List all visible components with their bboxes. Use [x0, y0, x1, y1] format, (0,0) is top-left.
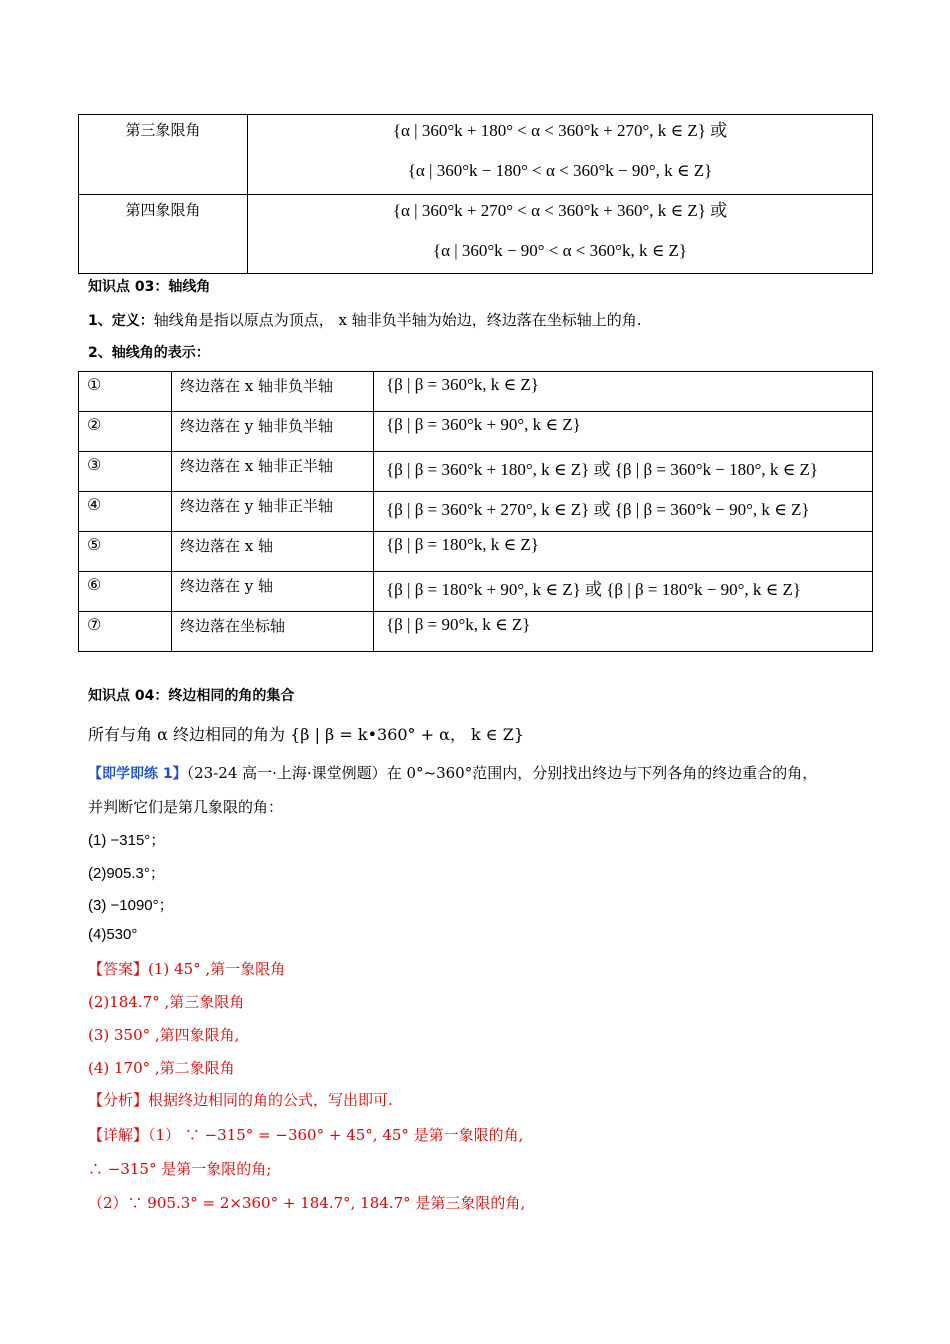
row-number: ② — [87, 415, 102, 434]
table-row — [79, 195, 873, 274]
row-description: 终边落在 y 轴 — [180, 577, 274, 595]
exercise-item: (3) −1090°； — [88, 897, 174, 914]
answer-line: (3) 350° ,第四象限角, — [88, 1026, 240, 1044]
answer-line — [88, 958, 285, 979]
row-description: 终边落在 y 轴非负半轴 — [180, 417, 334, 435]
row-expression: {β | β = 360°k + 180°, k ∈ Z} 或 {β | β = 360°k − 180°, k ∈ Z} — [386, 460, 819, 479]
definition-label: 1、定义： — [88, 313, 154, 329]
row-description: 终边落在 y 轴非正半轴 — [180, 497, 334, 515]
exercise-question: 在 0°~360°范围内，分别找出终边与下列各角的终边重合的角， — [386, 764, 818, 782]
row-number: ③ — [87, 455, 102, 474]
exercise-heading — [88, 762, 817, 783]
kp03-representation-label: 2、轴线角的表示： — [88, 345, 210, 361]
kp03-title: 知识点 03：轴线角 — [88, 279, 211, 295]
table-row — [79, 372, 873, 412]
row-expression: {β | β = 360°k + 90°, k ∈ Z} — [386, 415, 581, 434]
answer-text: (1) 45° ,第一象限角 — [148, 960, 286, 978]
row-number: ① — [87, 375, 102, 394]
table-row — [79, 532, 873, 572]
row-number: ⑦ — [87, 615, 102, 634]
table-row — [79, 492, 873, 532]
quadrant-expression: {α | 360°k − 180° < α < 360°k − 90°, k ∈ Z} — [407, 161, 713, 180]
row-expression: {β | β = 180°k, k ∈ Z} — [386, 535, 539, 554]
quadrant-expression: {α | 360°k + 180° < α < 360°k + 270°, k ∈ Z} 或 — [392, 121, 728, 140]
detail-line: （2）∵ 905.3° = 2×360° + 184.7°, 184.7° 是第三象限的角, — [88, 1194, 526, 1212]
detail-label: 【详解】 — [88, 1126, 149, 1144]
detail-line: ∴ −315° 是第一象限的角; — [88, 1160, 272, 1178]
definition-text: 轴线角是指以原点为顶点， x 轴非负半轴为始边，终边落在坐标轴上的角. — [153, 311, 642, 329]
table-row — [79, 412, 873, 452]
axis-angle-table — [78, 371, 873, 652]
row-number: ⑥ — [87, 575, 102, 594]
row-description: 终边落在 x 轴 — [180, 537, 273, 555]
exercise-item: (1) −315°； — [88, 832, 166, 849]
row-expression: {β | β = 90°k, k ∈ Z} — [386, 615, 531, 634]
table-row — [79, 452, 873, 492]
exercise-label: 【即学即练 1】 — [88, 766, 187, 782]
quadrant-name: 第四象限角 — [125, 201, 201, 219]
answer-label: 【答案】 — [88, 960, 149, 978]
answer-line: (4) 170° ,第二象限角 — [88, 1059, 235, 1077]
exercise-item: (2)905.3°； — [88, 865, 165, 882]
exercise-source: （23-24 高一·上海·课堂例题） — [186, 764, 387, 782]
row-number: ⑤ — [87, 535, 102, 554]
detail-line — [88, 1124, 523, 1145]
row-description: 终边落在 x 轴非负半轴 — [180, 377, 333, 395]
exercise-item: (4)530° — [88, 926, 138, 943]
answer-line: (2)184.7° ,第三象限角 — [88, 993, 245, 1011]
table-row — [79, 572, 873, 612]
kp04-text: 所有与角 α 终边相同的角为 {β | β = k•360° + α， k ∈ Z} — [88, 725, 525, 744]
analysis-line — [88, 1089, 393, 1110]
kp04-title: 知识点 04：终边相同的角的集合 — [88, 688, 295, 704]
analysis-label: 【分析】 — [88, 1091, 149, 1109]
detail-text: （1） ∵ −315° = −360° + 45°, 45° 是第一象限的角, — [148, 1126, 524, 1144]
row-description: 终边落在 x 轴非正半轴 — [180, 457, 333, 475]
table-row — [79, 115, 873, 195]
row-description: 终边落在坐标轴 — [180, 617, 286, 635]
table-row — [79, 612, 873, 652]
row-expression: {β | β = 360°k, k ∈ Z} — [386, 375, 539, 394]
row-number: ④ — [87, 495, 102, 514]
quadrant-name: 第三象限角 — [125, 121, 201, 139]
quadrant-expression: {α | 360°k − 90° < α < 360°k, k ∈ Z} — [432, 241, 688, 260]
row-expression: {β | β = 180°k + 90°, k ∈ Z} 或 {β | β = 180°k − 90°, k ∈ Z} — [386, 580, 802, 599]
analysis-text: 根据终边相同的角的公式，写出即可. — [148, 1091, 393, 1109]
kp03-definition — [88, 309, 642, 330]
row-expression: {β | β = 360°k + 270°, k ∈ Z} 或 {β | β = 360°k − 90°, k ∈ Z} — [386, 500, 810, 519]
quadrant-angle-table — [78, 114, 873, 274]
quadrant-expression: {α | 360°k + 270° < α < 360°k + 360°, k ∈ Z} 或 — [392, 201, 728, 220]
exercise-question-cont: 并判断它们是第几象限的角： — [88, 798, 284, 816]
